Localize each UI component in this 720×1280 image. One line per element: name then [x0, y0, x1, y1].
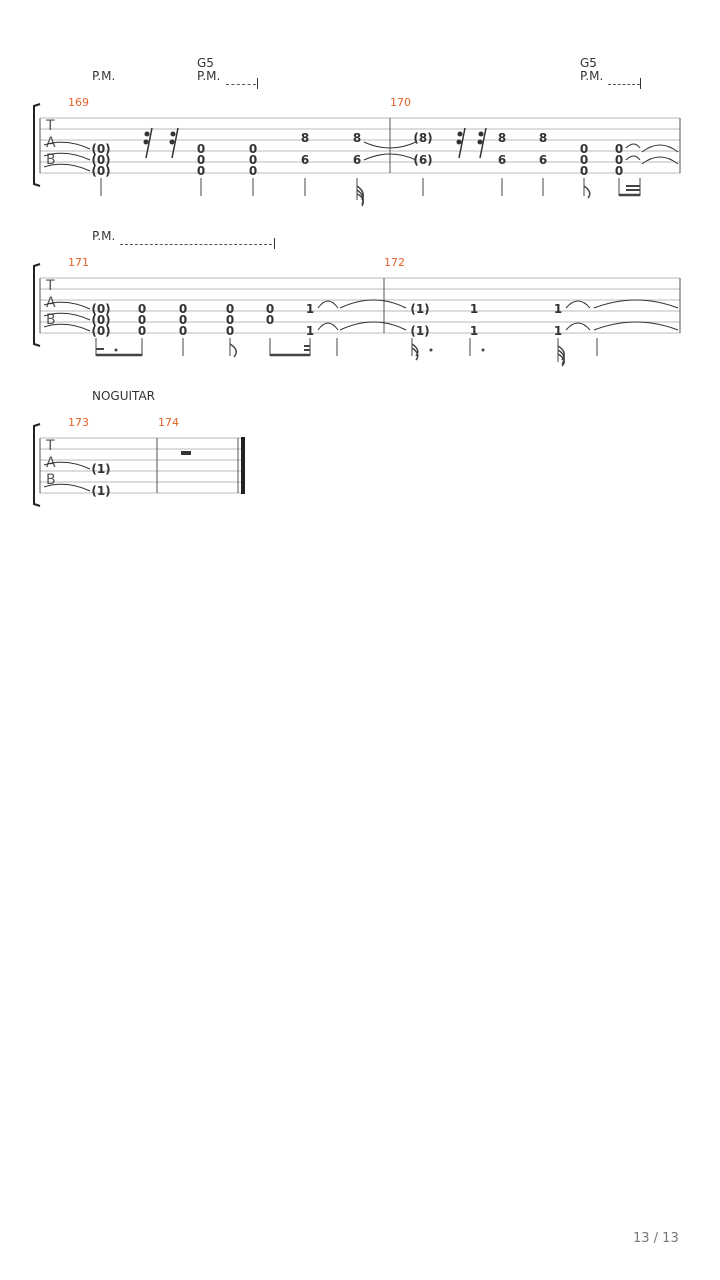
tab-clef-t: T — [46, 118, 55, 134]
fret-number: 8 — [300, 131, 310, 145]
bar-number: 173 — [68, 416, 89, 429]
fret-number: 0 — [225, 324, 235, 338]
fret-number: 0 — [196, 153, 206, 167]
palm-mute-label: P.M. — [92, 229, 116, 243]
system-bracket — [34, 104, 40, 186]
fret-number: 0 — [614, 153, 624, 167]
fret-number: (0) — [91, 313, 111, 327]
fret-number: 0 — [579, 153, 589, 167]
fret-number: (1) — [410, 302, 430, 316]
final-barline — [241, 437, 245, 494]
fret-number: (6) — [413, 153, 433, 167]
fret-number: (0) — [91, 142, 111, 156]
palm-mute-label: P.M. — [580, 69, 604, 83]
tab-staff-2 — [0, 210, 720, 380]
fret-number: 6 — [352, 153, 362, 167]
fret-number: 0 — [265, 313, 275, 327]
fret-number: 0 — [265, 302, 275, 316]
rhythm-stems — [96, 338, 597, 362]
sixteenth-rest-icon — [478, 128, 486, 158]
fret-number: 1 — [305, 324, 315, 338]
fret-number: 1 — [553, 302, 563, 316]
tab-clef-b: B — [46, 472, 56, 488]
fret-number: 8 — [497, 131, 507, 145]
palm-mute-label: P.M. — [92, 69, 116, 83]
bar-number: 170 — [390, 96, 411, 109]
sixteenth-rest-icon — [457, 128, 465, 158]
fret-number: 0 — [614, 164, 624, 178]
fret-number: 8 — [538, 131, 548, 145]
fret-number: 1 — [553, 324, 563, 338]
tab-clef-a: A — [46, 455, 56, 471]
system-bracket — [34, 264, 40, 346]
fret-number: 0 — [225, 302, 235, 316]
page-number: 13 / 13 — [633, 1231, 679, 1246]
sixteenth-rest-icon — [144, 128, 152, 158]
fret-number: (8) — [413, 131, 433, 145]
tab-clef-a: A — [46, 295, 56, 311]
bar-number: 174 — [158, 416, 179, 429]
fret-number: 0 — [178, 302, 188, 316]
palm-mute-label: P.M. — [197, 69, 221, 83]
fret-number: 0 — [248, 153, 258, 167]
fret-number: (0) — [91, 164, 111, 178]
fret-number: (1) — [410, 324, 430, 338]
tab-clef-t: T — [46, 278, 55, 294]
tab-clef-a: A — [46, 135, 56, 151]
bar-number: 169 — [68, 96, 89, 109]
chord-name: G5 — [197, 56, 214, 70]
fret-number: 1 — [305, 302, 315, 316]
tab-clef-b: B — [46, 152, 56, 168]
fret-number: 0 — [579, 164, 589, 178]
fret-number: 0 — [248, 164, 258, 178]
sixteenth-rest-icon — [170, 128, 178, 158]
note-flags — [357, 186, 590, 206]
tie-arcs — [318, 300, 678, 330]
fret-number: (0) — [91, 302, 111, 316]
fret-number: (1) — [91, 484, 111, 498]
tab-clef-b: B — [46, 312, 56, 328]
fret-number: 0 — [225, 313, 235, 327]
fret-number: 0 — [137, 313, 147, 327]
fret-number: 0 — [178, 324, 188, 338]
chord-name: G5 — [580, 56, 597, 70]
fret-number: 0 — [137, 324, 147, 338]
tab-staff-1 — [0, 0, 720, 210]
whole-rest-icon — [181, 451, 191, 455]
fret-number: 0 — [614, 142, 624, 156]
fret-number: 0 — [196, 142, 206, 156]
fret-number: 0 — [137, 302, 147, 316]
fret-number: (0) — [91, 324, 111, 338]
fret-number: 6 — [300, 153, 310, 167]
fret-number: (0) — [91, 153, 111, 167]
fret-number: 6 — [538, 153, 548, 167]
dotted-rhythm — [115, 349, 485, 352]
fret-number: 1 — [469, 324, 479, 338]
bar-number: 171 — [68, 256, 89, 269]
fret-number: 0 — [178, 313, 188, 327]
bar-number: 172 — [384, 256, 405, 269]
fret-number: 6 — [497, 153, 507, 167]
fret-number: 0 — [248, 142, 258, 156]
tab-staff-3 — [0, 380, 300, 520]
fret-number: 8 — [352, 131, 362, 145]
tie-arcs — [364, 142, 678, 164]
fret-number: 0 — [196, 164, 206, 178]
no-guitar-label: NOGUITAR — [92, 389, 155, 403]
fret-number: 0 — [579, 142, 589, 156]
fret-number: 1 — [469, 302, 479, 316]
rhythm-stems — [101, 178, 640, 200]
system-bracket — [34, 424, 40, 506]
tab-clef-t: T — [46, 438, 55, 454]
fret-number: (1) — [91, 462, 111, 476]
